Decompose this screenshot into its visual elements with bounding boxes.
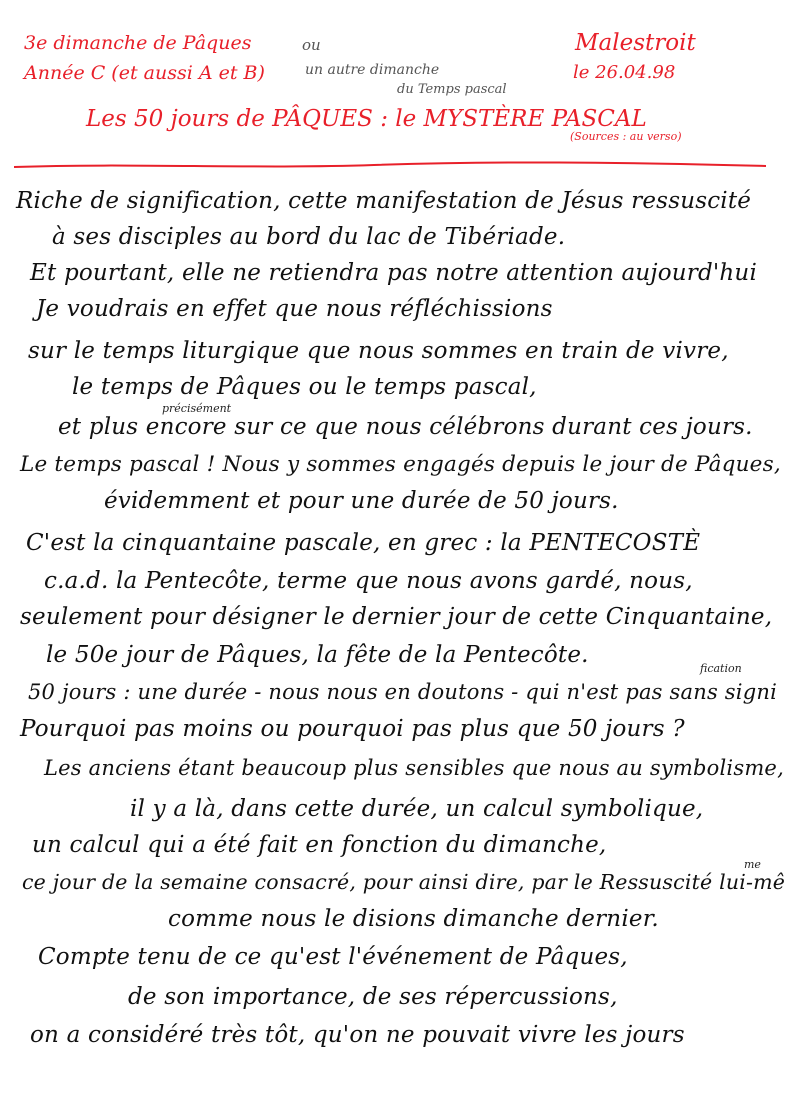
header-alt-sunday: un autre dimanche bbox=[305, 62, 440, 78]
insert-fication: fication bbox=[700, 662, 742, 675]
header-date: le 26.04.98 bbox=[573, 62, 676, 83]
insert-precisement: précisément bbox=[162, 402, 232, 415]
header-sunday-title: 3e dimanche de Pâques bbox=[24, 32, 252, 54]
body-line: Pourquoi pas moins ou pourquoi pas plus que 50 jours ? bbox=[20, 716, 685, 742]
header-year: Année C (et aussi A et B) bbox=[24, 62, 265, 84]
body-line: le 50e jour de Pâques, la fête de la Pentecôte. bbox=[46, 642, 589, 668]
body-line: et plus encore sur ce que nous célébrons durant ces jours. bbox=[58, 414, 753, 440]
body-line: Les anciens étant beaucoup plus sensibles que nous au symbolisme, bbox=[44, 756, 784, 780]
body-line: comme nous le disions dimanche dernier. bbox=[168, 906, 659, 932]
body-line: ce jour de la semaine consacré, pour ainsi dire, par le Ressuscité lui-mê bbox=[22, 870, 786, 894]
body-line: on a considéré très tôt, qu'on ne pouvait vivre les jours bbox=[30, 1022, 685, 1048]
body-line: il y a là, dans cette durée, un calcul symbolique, bbox=[130, 796, 704, 822]
body-line: Et pourtant, elle ne retiendra pas notre attention aujourd'hui bbox=[30, 260, 758, 286]
header-main-title: Les 50 jours de PÂQUES : le MYSTÈRE PASCAL bbox=[86, 106, 647, 132]
body-line: un calcul qui a été fait en fonction du dimanche, bbox=[32, 832, 607, 858]
body-line: sur le temps liturgique que nous sommes en train de vivre, bbox=[28, 338, 729, 364]
body-line: Riche de signification, cette manifestation de Jésus ressuscité bbox=[16, 188, 752, 214]
header-sources-note: (Sources : au verso) bbox=[570, 130, 682, 143]
header-or: ou bbox=[302, 36, 321, 54]
insert-me: me bbox=[744, 858, 761, 871]
red-divider-line bbox=[14, 158, 766, 172]
header-alt-season: du Temps pascal bbox=[397, 82, 507, 97]
body-line: seulement pour désigner le dernier jour de cette Cinquantaine, bbox=[20, 604, 773, 630]
body-line: le temps de Pâques ou le temps pascal, bbox=[72, 374, 537, 400]
body-line: de son importance, de ses répercussions, bbox=[128, 984, 618, 1010]
body-line: à ses disciples au bord du lac de Tibériade. bbox=[52, 224, 566, 250]
body-line: Le temps pascal ! Nous y sommes engagés depuis le jour de Pâques, bbox=[20, 452, 781, 477]
body-line: Compte tenu de ce qu'est l'événement de Pâques, bbox=[38, 944, 628, 970]
body-line: C'est la cinquantaine pascale, en grec : la PENTECOSTÈ bbox=[26, 530, 701, 556]
body-line: évidemment et pour une durée de 50 jours. bbox=[104, 488, 619, 514]
body-line: 50 jours : une durée - nous nous en doutons - qui n'est pas sans signi bbox=[28, 680, 777, 704]
body-line: Je voudrais en effet que nous réfléchissions bbox=[36, 296, 553, 322]
header-place: Malestroit bbox=[575, 30, 696, 56]
body-line: c.a.d. la Pentecôte, terme que nous avons gardé, nous, bbox=[44, 568, 693, 594]
